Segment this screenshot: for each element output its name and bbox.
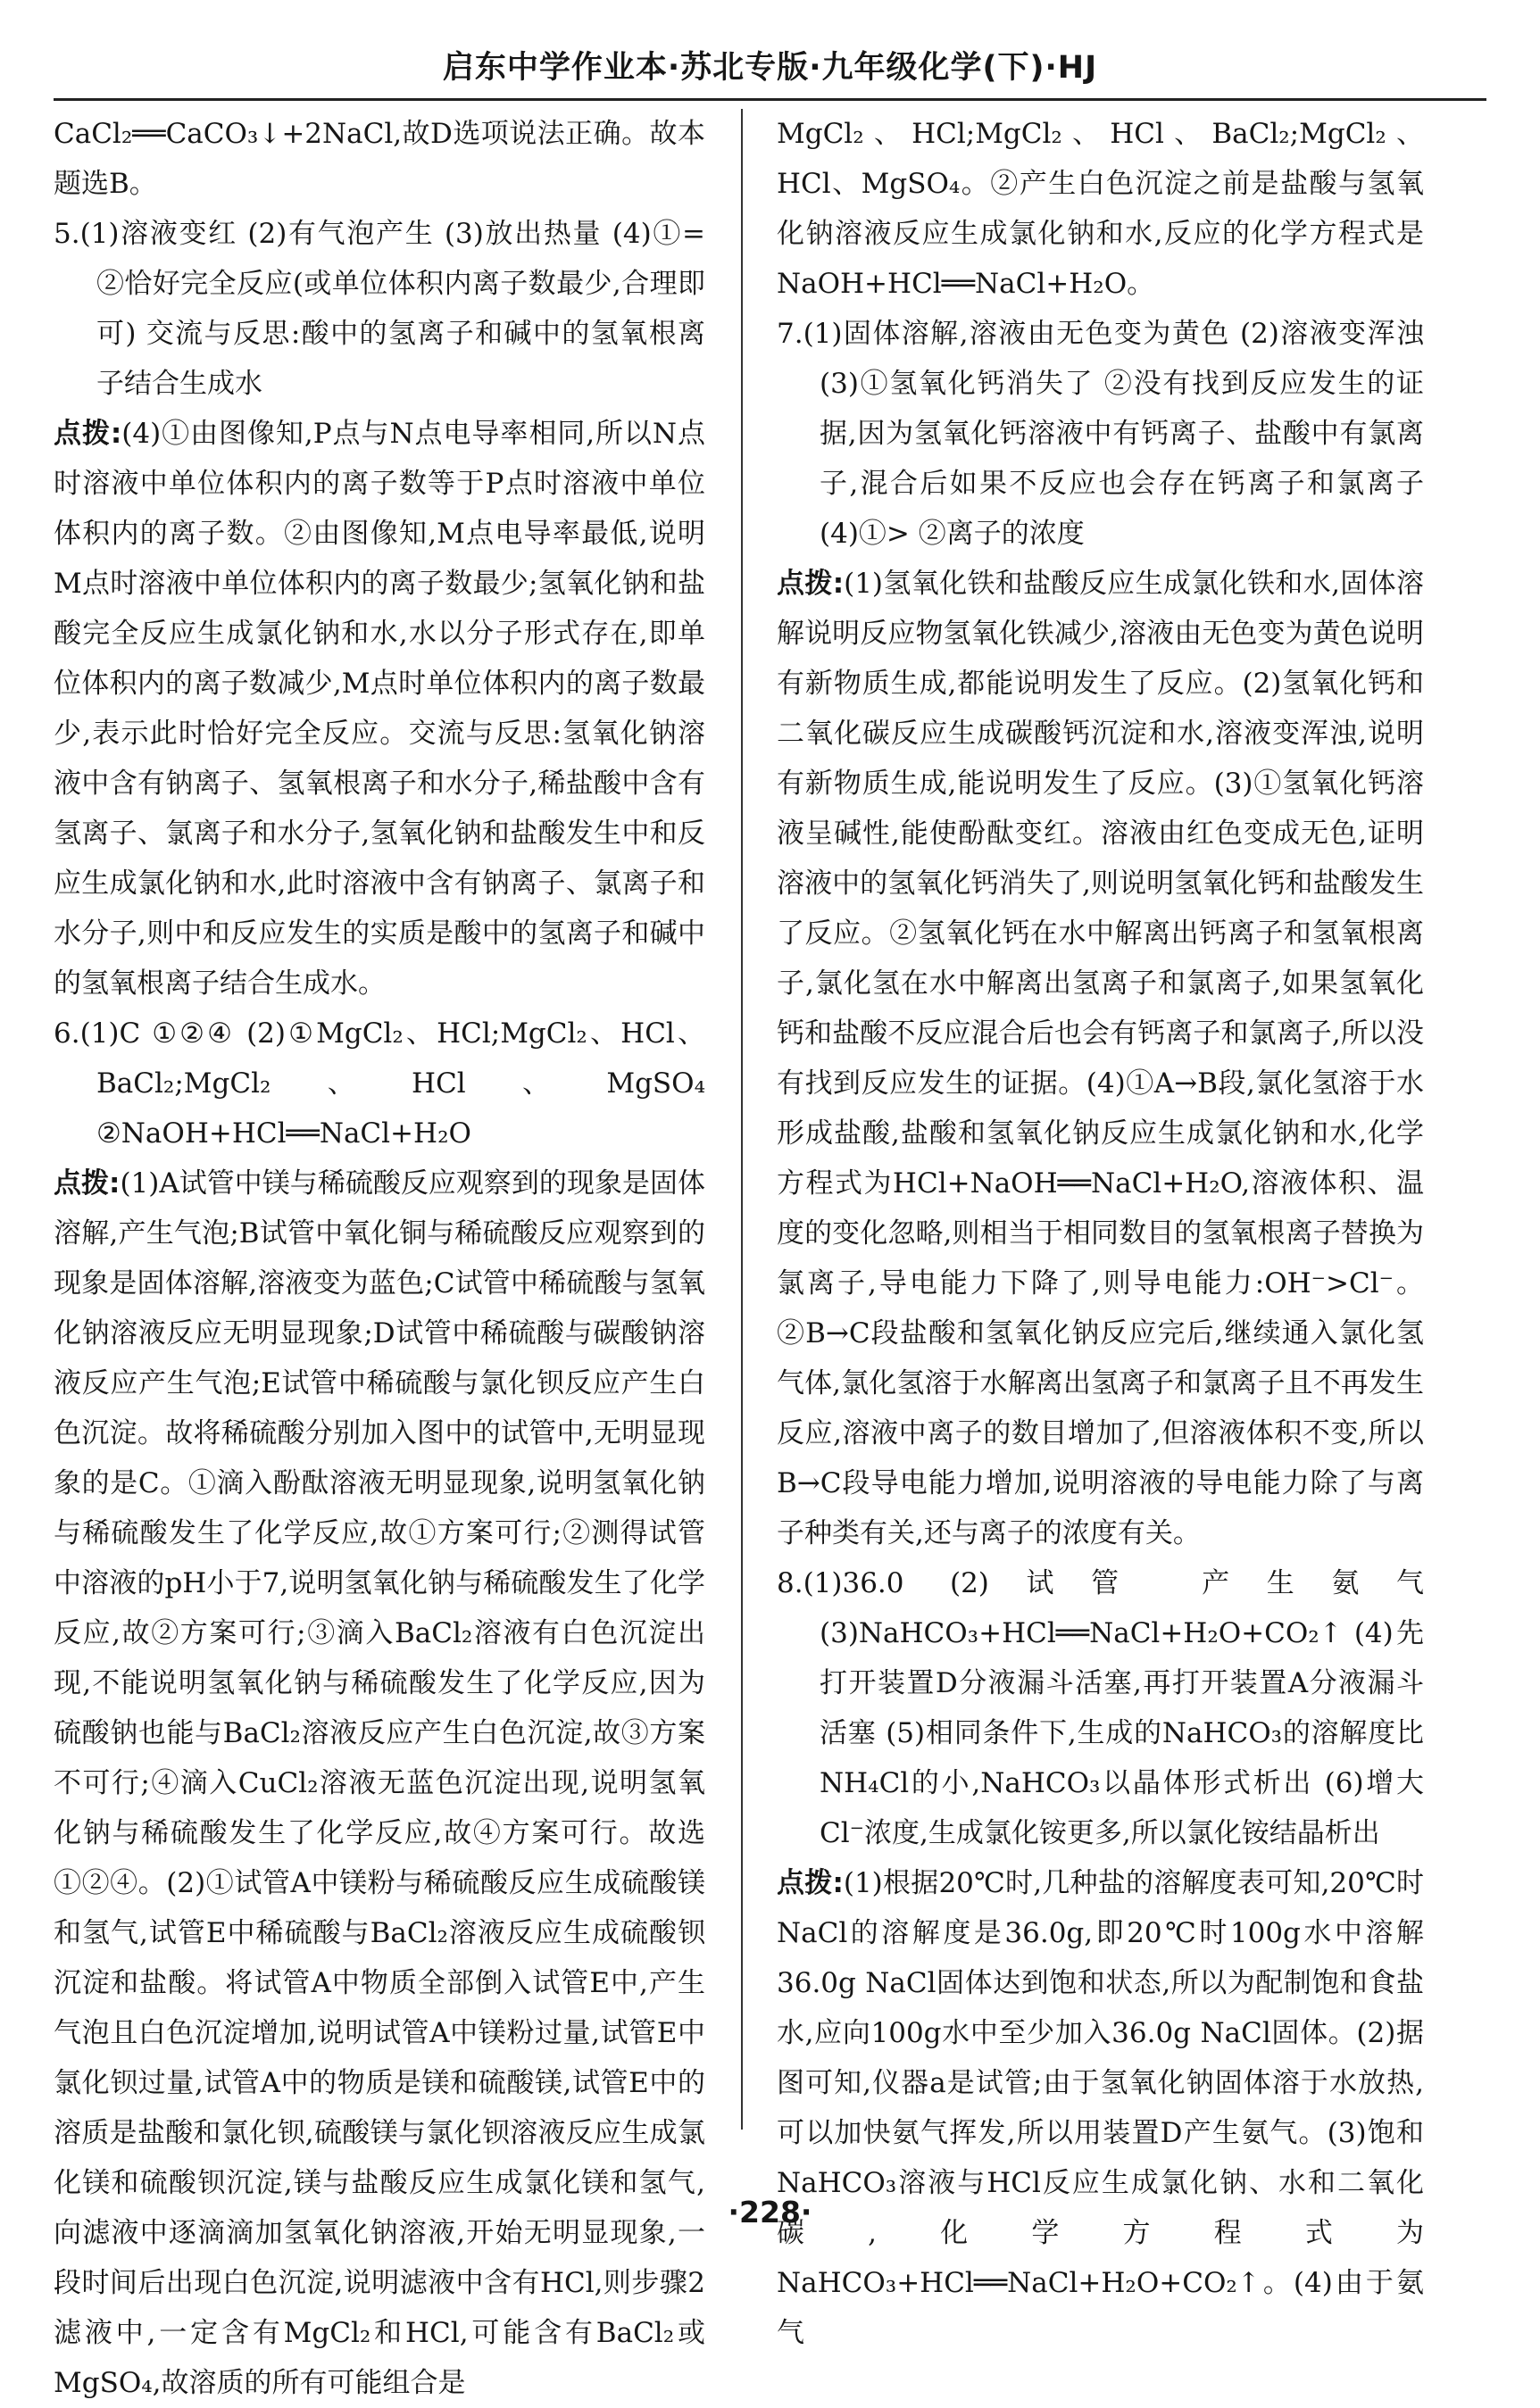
hint-q7-text: (1)氢氧化铁和盐酸反应生成氯化铁和水,固体溶解说明反应物氢氧化铁减少,溶液由无色变为黄色说明有新物质生成,都能说明发生了反应。(2)氢氧化钙和二氧化碳反应生成碳酸钙沉淀和水,溶液变浑浊,说明有新物质生成,能说明发生了反应。(3)①氢氧化钙溶液呈碱性,能使酚酞变红。溶液由红色变成无色,证明溶液中的氢氧化钙消失了,则说明氢氧化钙和盐酸发生了反应。②氢氧化钙在水中解离出钙离子和氢氧根离子,氯化氢在水中解离出氢离子和氯离子,如果氢氧化钙和盐酸不反应混合后也会有钙离子和氯离子,所以没有找到反应发生的证据。(4)①A→B段,氯化氢溶于水形成盐酸,盐酸和氢氧化钠反应生成氯化钠和水,化学方程式为HCl+NaOH══NaCl+H₂O,溶液体积、温度的变化忽略,则相当于相同数目的氢氧根离子替换为氯离子,导电能力下降了,则导电能力:OH⁻>Cl⁻。②B→C段盐酸和氢氧化钠反应完后,继续通入氯化氢气体,氯化氢溶于水解离出氢离子和氯离子且不再发生反应,溶液中离子的数目增加了,但溶液体积不变,所以B→C段导电能力增加,说明溶液的导电能力除了与离子种类有关,还与离子的浓度有关。 [777,568,1424,1549]
hint-q6-continued: MgCl₂、HCl;MgCl₂、HCl、BaCl₂;MgCl₂、HCl、MgSO₄。②产生白色沉淀之前是盐酸与氢氧化钠溶液反应生成氯化钠和水,反应的化学方程式是NaOH+HCl══NaCl+H₂O。 [777,118,1424,300]
answer-q6: 6.(1)C ①②④ (2)①MgCl₂、HCl;MgCl₂、HCl、BaCl₂;MgCl₂、HCl、MgSO₄ ②NaOH+HCl══NaCl+H₂O [54,1017,705,1150]
right-column [777,109,1424,2349]
hint-q5-text: (4)①由图像知,P点与N点电导率相同,所以N点时溶液中单位体积内的离子数等于P点时溶液中单位体积内的离子数。②由图像知,M点电导率最低,说明M点时溶液中单位体积内的离子数最少;氢氧化钠和盐酸完全反应生成氯化钠和水,水以分子形式存在,即单位体积内的离子数减少,M点时单位体积内的离子数最少,表示此时恰好完全反应。交流与反思:氢氧化钠溶液中含有钠离子、氢氧根离子和水分子,稀盐酸中含有氢离子、氯离子和水分子,氢氧化钠和盐酸发生中和反应生成氯化钠和水,此时溶液中含有钠离子、氯离子和水分子,则中和反应发生的实质是酸中的氢离子和碱中的氢氧根离子结合生成水。 [54,418,705,1000]
hint-q8-text: (1)根据20℃时,几种盐的溶解度表可知,20℃时NaCl的溶解度是36.0g,即20℃时100g水中溶解36.0g NaCl固体达到饱和状态,所以为配制饱和食盐水,应向100g水中至少加入36.0g NaCl固体。(2)据图可知,仪器a是试管;由于氢氧化钠固体溶于水放热,可以加快氨气挥发,所以用装置D产生氨气。(3)饱和NaHCO₃溶液与HCl反应生成氯化钠、水和二氧化碳,化学方程式为NaHCO₃+HCl══NaCl+H₂O+CO₂↑。(4)由于氨气 [777,1867,1424,2349]
hint-label: 点拨: [54,418,122,450]
hint-label: 点拨: [54,1167,121,1200]
hint-q5 [54,409,705,1009]
header-rule [54,98,1486,101]
hint-q7 [777,559,1424,1558]
hint-label: 点拨: [777,1867,844,1899]
answer-q5: 5.(1)溶液变红 (2)有气泡产生 (3)放出热量 (4)①= ②恰好完全反应(或单位体积内离子数最少,合理即可) 交流与反思:酸中的氢离子和碱中的氢氧根离子结合生成水 [54,218,705,400]
hint-q6-text: (1)A试管中镁与稀硫酸反应观察到的现象是固体溶解,产生气泡;B试管中氧化铜与稀硫酸反应观察到的现象是固体溶解,溶液变为蓝色;C试管中稀硫酸与氢氧化钠溶液反应无明显现象;D试管中稀硫酸与碳酸钠溶液反应产生气泡;E试管中稀硫酸与氯化钡反应产生白色沉淀。故将稀硫酸分别加入图中的试管中,无明显现象的是C。①滴入酚酞溶液无明显现象,说明氢氧化钠与稀硫酸发生了化学反应,故①方案可行;②测得试管中溶液的pH小于7,说明氢氧化钠与稀硫酸发生了化学反应,故②方案可行;③滴入BaCl₂溶液有白色沉淀出现,不能说明氢氧化钠与稀硫酸发生了化学反应,因为硫酸钠也能与BaCl₂溶液反应产生白色沉淀,故③方案不可行;④滴入CuCl₂溶液无蓝色沉淀出现,说明氢氧化钠与稀硫酸发生了化学反应,故④方案可行。故选①②④。(2)①试管A中镁粉与稀硫酸反应生成硫酸镁和氢气,试管E中稀硫酸与BaCl₂溶液反应生成硫酸钡沉淀和盐酸。将试管A中物质全部倒入试管E中,产生气泡且白色沉淀增加,说明试管A中镁粉过量,试管E中氯化钡过量,试管A中的物质是镁和硫酸镁,试管E中的溶质是盐酸和氯化钡,硫酸镁与氯化钡溶液反应生成氯化镁和硫酸钡沉淀,镁与盐酸反应生成氯化镁和氢气,向滤液中逐滴滴加氢氧化钠溶液,开始无明显现象,一段时间后出现白色沉淀,说明滤液中含有HCl,则步骤2滤液中,一定含有MgCl₂和HCl,可能含有BaCl₂或MgSO₄,故溶质的所有可能组合是 [54,1167,706,2399]
hint-q8 [777,1858,1424,2358]
page-number: ·228· [728,2195,812,2229]
paragraph-q4-tail: CaCl₂══CaCO₃↓+2NaCl,故D选项说法正确。故本题选B。 [54,118,705,200]
column-divider [741,109,743,2130]
left-column [54,109,706,2399]
page-header: 启东中学作业本·苏北专版·九年级化学(下)·HJ [442,50,1098,86]
answer-q7: 7.(1)固体溶解,溶液由无色变为黄色 (2)溶液变浑浊 (3)①氢氧化钙消失了 ②没有找到反应发生的证据,因为氢氧化钙溶液中有钙离子、盐酸中有氯离子,混合后如果不反应也会存在钙离子和氯离子 (4)①> ②离子的浓度 [777,318,1424,550]
answer-q8: 8.(1)36.0 (2)试管 产生氨气 (3)NaHCO₃+HCl══NaCl+H₂O+CO₂↑ (4)先打开装置D分液漏斗活塞,再打开装置A分液漏斗活塞 (5)相同条件下,生成的NaHCO₃的溶解度比NH₄Cl的小,NaHCO₃以晶体形式析出 (6)增大Cl⁻浓度,生成氯化铵更多,所以氯化铵结晶析出 [777,1567,1424,1849]
hint-label: 点拨: [777,568,845,600]
